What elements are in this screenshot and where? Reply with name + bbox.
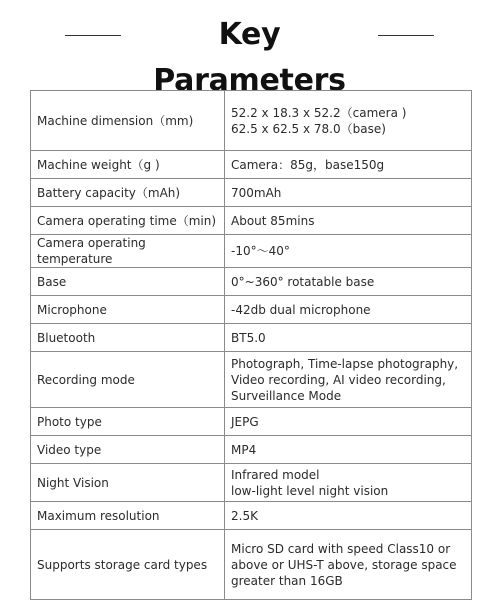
value-line: Photograph, Time-lapse photography, [231,356,459,371]
table-row [31,502,472,530]
header [0,12,500,98]
param-label: Video type [31,436,225,464]
param-label: Maximum resolution [31,502,225,530]
value-line: BT5.0 [231,330,266,345]
param-label: Supports storage card types [31,530,225,600]
table-row [31,464,472,502]
param-label: Recording mode [31,352,225,408]
value-line: Micro SD card with speed Class10 or [231,541,451,556]
param-value [225,408,472,436]
param-label: Night Vision [31,464,225,502]
param-label: Camera operating temperature [31,235,225,268]
param-label: Microphone [31,296,225,324]
param-value [225,179,472,207]
value-line: greater than 16GB [231,573,343,588]
table-row [31,207,472,235]
value-line: Video recording, AI video recording, [231,372,446,387]
parameters-table [30,90,472,600]
table-row [31,235,472,268]
value-line: low-light level night vision [231,483,389,498]
table-row [31,296,472,324]
value-line: About 85mins [231,213,315,228]
table-row [31,179,472,207]
value-line: Camera：85g，base150g [231,157,385,172]
param-label: Machine weight（g ) [31,151,225,179]
param-value [225,151,472,179]
param-label: Base [31,268,225,296]
table-row [31,324,472,352]
param-value [225,207,472,235]
value-line: 2.5K [231,508,258,523]
table-row [31,352,472,408]
value-line: JEPG [231,414,259,429]
param-label: Machine dimension（mm) [31,91,225,151]
value-line: MP4 [231,442,257,457]
param-value [225,91,472,151]
param-value [225,502,472,530]
param-value [225,464,472,502]
param-value [225,530,472,600]
param-value [225,352,472,408]
value-line: 0°~360° rotatable base [231,274,375,289]
value-line: 62.5 x 62.5 x 78.0（base) [231,121,386,136]
param-value [225,235,472,268]
title-rule-right [378,35,434,36]
param-value [225,268,472,296]
value-line: -42db dual microphone [231,302,371,317]
page-title: Key Parameters [153,17,346,98]
param-value [225,296,472,324]
param-label: Photo type [31,408,225,436]
table-row [31,91,472,151]
value-line: Surveillance Mode [231,388,342,403]
param-value [225,436,472,464]
value-line: 52.2 x 18.3 x 52.2（camera ) [231,105,407,120]
table-row [31,268,472,296]
table-row [31,408,472,436]
value-line: above or UHS-T above, storage space [231,557,457,572]
param-label: Bluetooth [31,324,225,352]
value-line: -10°～40° [231,244,290,258]
title-rule-left [65,35,121,36]
value-line: Infrared model [231,467,320,482]
table-row [31,436,472,464]
param-label: Battery capacity（mAh) [31,179,225,207]
value-line: 700mAh [231,185,282,200]
param-label: Camera operating time（min) [31,207,225,235]
table-row [31,530,472,600]
param-value [225,324,472,352]
table-row [31,151,472,179]
